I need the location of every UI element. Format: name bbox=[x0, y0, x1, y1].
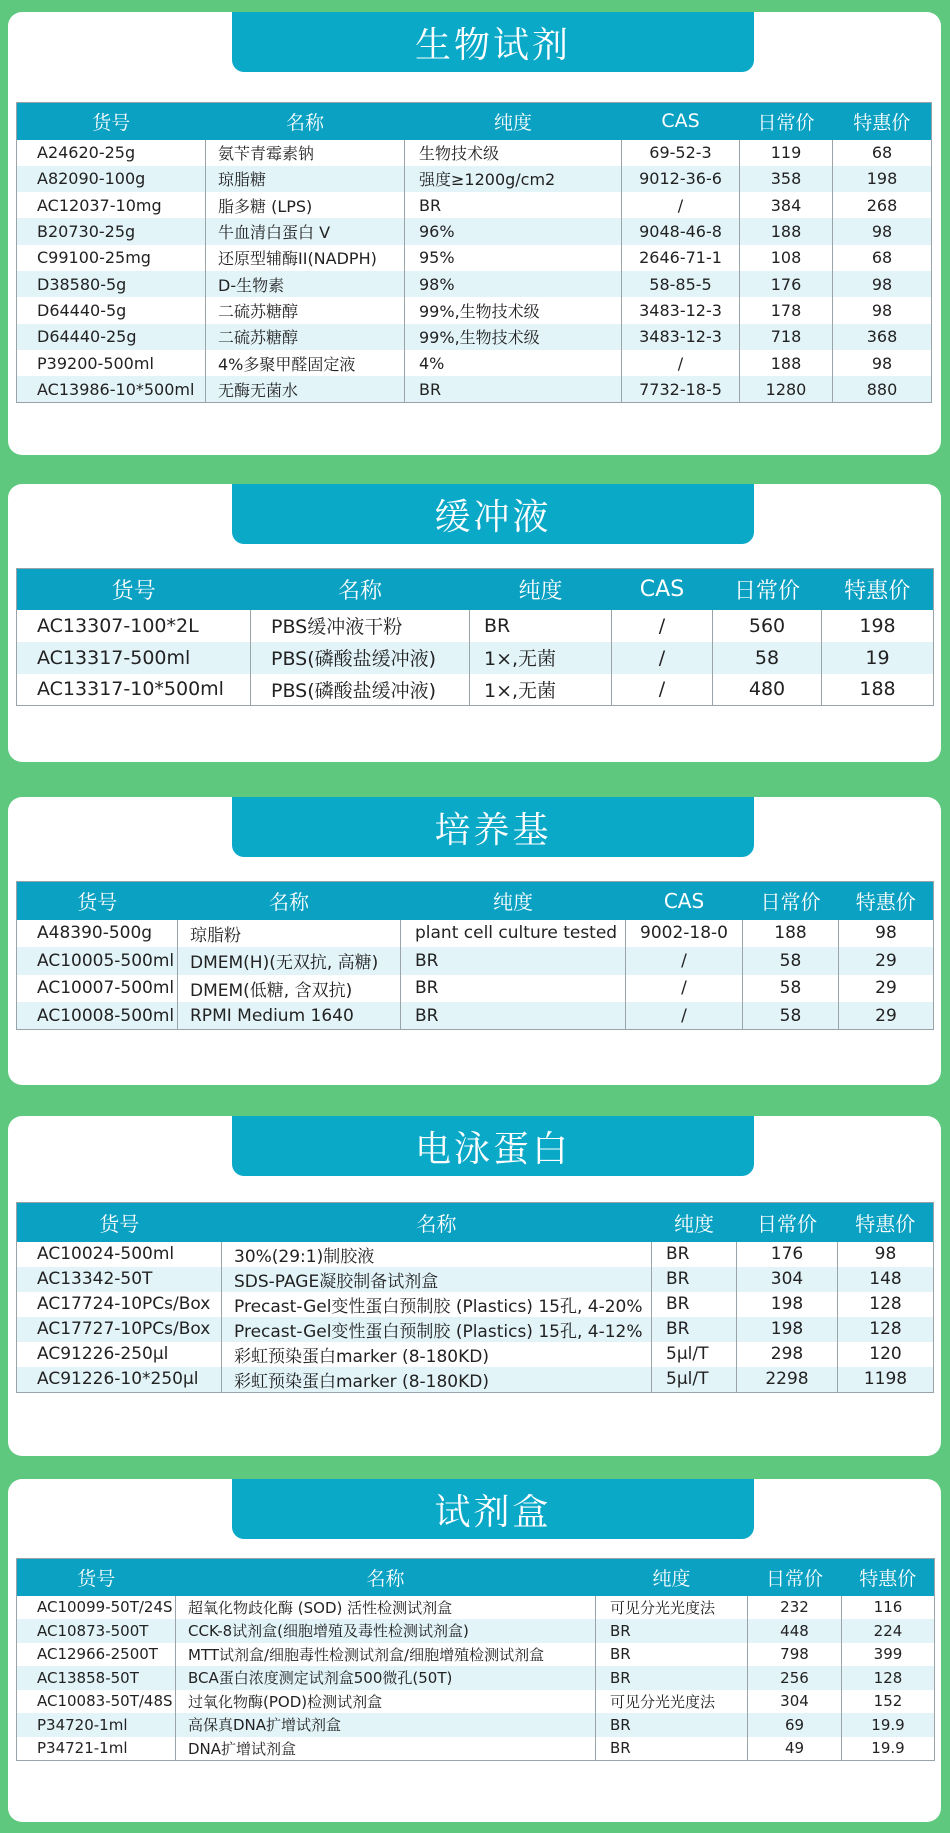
cell-sale-price: 198 bbox=[822, 610, 934, 642]
cell-cas: / bbox=[612, 610, 713, 642]
cell-regular-price: 232 bbox=[748, 1596, 842, 1620]
table-row bbox=[17, 1713, 935, 1737]
cell-product-name: Precast-Gel变性蛋白预制胶 (Plastics) 15孔, 4-20% bbox=[222, 1292, 652, 1317]
section-bio-reagents bbox=[8, 12, 941, 455]
cell-purity: 1×,无菌 bbox=[470, 642, 612, 674]
cell-sku: AC10005-500ml bbox=[17, 947, 178, 975]
cell-sale-price: 1198 bbox=[838, 1367, 934, 1393]
cell-sku: P39200-500ml bbox=[17, 350, 206, 376]
col-header-sku: 货号 bbox=[17, 1203, 222, 1242]
cell-product-name: 脂多糖 (LPS) bbox=[206, 192, 405, 218]
table-row bbox=[17, 1267, 934, 1292]
table-row bbox=[17, 324, 932, 350]
cell-purity: BR bbox=[405, 376, 622, 402]
cell-product-name: RPMI Medium 1640 bbox=[178, 1002, 401, 1030]
cell-purity: BR bbox=[652, 1242, 737, 1267]
cell-sale-price: 399 bbox=[842, 1643, 935, 1667]
section-title: 培养基 bbox=[232, 797, 754, 857]
cell-sku: AC17724-10PCs/Box bbox=[17, 1292, 222, 1317]
col-header-name: 名称 bbox=[251, 569, 470, 610]
table-row bbox=[17, 140, 932, 166]
cell-purity: 5μl/T bbox=[652, 1342, 737, 1367]
cell-sale-price: 224 bbox=[842, 1619, 935, 1643]
cell-sku: AC12966-2500T bbox=[17, 1643, 176, 1667]
col-header-regular-price: 日常价 bbox=[743, 882, 839, 920]
cell-regular-price: 58 bbox=[743, 1002, 839, 1030]
table-row bbox=[17, 271, 932, 297]
cell-cas: / bbox=[622, 192, 740, 218]
cell-regular-price: 718 bbox=[740, 324, 833, 350]
cell-product-name: 超氧化物歧化酶 (SOD) 活性检测试剂盒 bbox=[176, 1596, 596, 1620]
col-header-purity: 纯度 bbox=[405, 103, 622, 140]
cell-product-name: 高保真DNA扩增试剂盒 bbox=[176, 1713, 596, 1737]
col-header-name: 名称 bbox=[176, 1559, 596, 1596]
cell-cas: 3483-12-3 bbox=[622, 324, 740, 350]
cell-product-name: 无酶无菌水 bbox=[206, 376, 405, 402]
cell-regular-price: 178 bbox=[740, 297, 833, 323]
table-row bbox=[17, 297, 932, 323]
table-row bbox=[17, 1737, 935, 1761]
cell-cas: 3483-12-3 bbox=[622, 297, 740, 323]
section-electrophoresis-protein bbox=[8, 1116, 941, 1456]
cell-sku: AC10007-500ml bbox=[17, 975, 178, 1003]
section-title: 缓冲液 bbox=[232, 484, 754, 544]
cell-regular-price: 176 bbox=[737, 1242, 838, 1267]
cell-regular-price: 188 bbox=[740, 350, 833, 376]
cell-regular-price: 448 bbox=[748, 1619, 842, 1643]
cell-purity: plant cell culture tested bbox=[401, 920, 626, 948]
col-header-cas: CAS bbox=[612, 569, 713, 610]
cell-sale-price: 128 bbox=[838, 1317, 934, 1342]
cell-sale-price: 29 bbox=[839, 1002, 934, 1030]
cell-sku: A24620-25g bbox=[17, 140, 206, 166]
cell-sku: AC13858-50T bbox=[17, 1666, 176, 1690]
cell-regular-price: 798 bbox=[748, 1643, 842, 1667]
section-title: 生物试剂 bbox=[232, 12, 754, 72]
cell-purity: BR bbox=[652, 1317, 737, 1342]
section-assay-kits bbox=[8, 1479, 941, 1822]
cell-product-name: 琼脂粉 bbox=[178, 920, 401, 948]
cell-regular-price: 49 bbox=[748, 1737, 842, 1761]
cell-product-name: 二硫苏糖醇 bbox=[206, 297, 405, 323]
table-row bbox=[17, 947, 934, 975]
cell-product-name: MTT试剂盒/细胞毒性检测试剂盒/细胞增殖检测试剂盒 bbox=[176, 1643, 596, 1667]
cell-purity: BR bbox=[596, 1666, 748, 1690]
table-row bbox=[17, 642, 934, 674]
cell-purity: BR bbox=[596, 1737, 748, 1761]
cell-purity: 可见分光光度法 bbox=[596, 1596, 748, 1620]
table-header-row bbox=[17, 569, 934, 610]
cell-sale-price: 98 bbox=[833, 350, 932, 376]
cell-product-name: 琼脂糖 bbox=[206, 166, 405, 192]
cell-sale-price: 29 bbox=[839, 975, 934, 1003]
cell-sale-price: 188 bbox=[822, 674, 934, 706]
cell-sku: A82090-100g bbox=[17, 166, 206, 192]
cell-purity: BR bbox=[596, 1713, 748, 1737]
table-row bbox=[17, 610, 934, 642]
product-table bbox=[16, 1558, 935, 1761]
col-header-name: 名称 bbox=[222, 1203, 652, 1242]
cell-sku: C99100-25mg bbox=[17, 245, 206, 271]
table-header-row bbox=[17, 103, 932, 140]
cell-product-name: CCK-8试剂盒(细胞增殖及毒性检测试剂盒) bbox=[176, 1619, 596, 1643]
cell-sale-price: 880 bbox=[833, 376, 932, 402]
cell-regular-price: 198 bbox=[737, 1317, 838, 1342]
col-header-sku: 货号 bbox=[17, 569, 251, 610]
cell-sku: AC12037-10mg bbox=[17, 192, 206, 218]
cell-product-name: 二硫苏糖醇 bbox=[206, 324, 405, 350]
cell-sale-price: 148 bbox=[838, 1267, 934, 1292]
table-row bbox=[17, 674, 934, 706]
cell-purity: BR bbox=[596, 1619, 748, 1643]
cell-purity: 95% bbox=[405, 245, 622, 271]
cell-cas: 9002-18-0 bbox=[626, 920, 743, 948]
cell-purity: 1×,无菌 bbox=[470, 674, 612, 706]
section-title: 电泳蛋白 bbox=[232, 1116, 754, 1176]
cell-sku: AC91226-250μl bbox=[17, 1342, 222, 1367]
cell-sku: AC13317-10*500ml bbox=[17, 674, 251, 706]
cell-cas: / bbox=[626, 1002, 743, 1030]
col-header-sku: 货号 bbox=[17, 103, 206, 140]
cell-purity: BR bbox=[401, 975, 626, 1003]
cell-product-name: 30%(29:1)制胶液 bbox=[222, 1242, 652, 1267]
cell-sku: AC17727-10PCs/Box bbox=[17, 1317, 222, 1342]
cell-cas: 58-85-5 bbox=[622, 271, 740, 297]
cell-cas: / bbox=[626, 975, 743, 1003]
cell-regular-price: 256 bbox=[748, 1666, 842, 1690]
product-table bbox=[16, 568, 934, 706]
table-row bbox=[17, 1242, 934, 1267]
cell-product-name: 还原型辅酶II(NADPH) bbox=[206, 245, 405, 271]
table-row bbox=[17, 1367, 934, 1393]
cell-regular-price: 358 bbox=[740, 166, 833, 192]
cell-sku: AC10008-500ml bbox=[17, 1002, 178, 1030]
cell-regular-price: 188 bbox=[743, 920, 839, 948]
cell-cas: / bbox=[622, 350, 740, 376]
table-row bbox=[17, 1666, 935, 1690]
section-buffers bbox=[8, 484, 941, 762]
table-row bbox=[17, 376, 932, 402]
cell-sale-price: 68 bbox=[833, 140, 932, 166]
cell-purity: BR bbox=[652, 1292, 737, 1317]
cell-sale-price: 120 bbox=[838, 1342, 934, 1367]
table-row bbox=[17, 1292, 934, 1317]
product-table bbox=[16, 102, 932, 403]
cell-product-name: 彩虹预染蛋白marker (8-180KD) bbox=[222, 1342, 652, 1367]
cell-regular-price: 188 bbox=[740, 218, 833, 244]
col-header-sale-price: 特惠价 bbox=[833, 103, 932, 140]
col-header-cas: CAS bbox=[626, 882, 743, 920]
col-header-name: 名称 bbox=[178, 882, 401, 920]
col-header-regular-price: 日常价 bbox=[740, 103, 833, 140]
cell-regular-price: 1280 bbox=[740, 376, 833, 402]
cell-sku: AC10083-50T/48S bbox=[17, 1690, 176, 1714]
cell-product-name: PBS(磷酸盐缓冲液) bbox=[251, 642, 470, 674]
table-row bbox=[17, 1342, 934, 1367]
cell-regular-price: 480 bbox=[713, 674, 822, 706]
cell-cas: 7732-18-5 bbox=[622, 376, 740, 402]
table-header-row bbox=[17, 1203, 934, 1242]
cell-product-name: 牛血清白蛋白 V bbox=[206, 218, 405, 244]
cell-purity: 强度≥1200g/cm2 bbox=[405, 166, 622, 192]
col-header-name: 名称 bbox=[206, 103, 405, 140]
table-row bbox=[17, 1317, 934, 1342]
cell-sale-price: 98 bbox=[838, 1242, 934, 1267]
cell-product-name: Precast-Gel变性蛋白预制胶 (Plastics) 15孔, 4-12% bbox=[222, 1317, 652, 1342]
cell-sale-price: 19.9 bbox=[842, 1737, 935, 1761]
cell-product-name: DMEM(H)(无双抗, 高糖) bbox=[178, 947, 401, 975]
cell-regular-price: 198 bbox=[737, 1292, 838, 1317]
cell-purity: BR bbox=[470, 610, 612, 642]
table-row bbox=[17, 1596, 935, 1620]
cell-sku: B20730-25g bbox=[17, 218, 206, 244]
section-title: 试剂盒 bbox=[232, 1479, 754, 1539]
col-header-purity: 纯度 bbox=[470, 569, 612, 610]
col-header-sale-price: 特惠价 bbox=[822, 569, 934, 610]
cell-sku: D64440-25g bbox=[17, 324, 206, 350]
table-row bbox=[17, 245, 932, 271]
cell-sku: P34721-1ml bbox=[17, 1737, 176, 1761]
cell-purity: 5μl/T bbox=[652, 1367, 737, 1393]
cell-purity: 99%,生物技术级 bbox=[405, 324, 622, 350]
cell-purity: BR bbox=[401, 1002, 626, 1030]
cell-sale-price: 68 bbox=[833, 245, 932, 271]
cell-sale-price: 98 bbox=[839, 920, 934, 948]
cell-cas: / bbox=[612, 642, 713, 674]
cell-sku: AC91226-10*250μl bbox=[17, 1367, 222, 1393]
table-header-row bbox=[17, 1559, 935, 1596]
col-header-sale-price: 特惠价 bbox=[839, 882, 934, 920]
cell-product-name: 过氧化物酶(POD)检测试剂盒 bbox=[176, 1690, 596, 1714]
cell-sale-price: 128 bbox=[842, 1666, 935, 1690]
cell-cas: 69-52-3 bbox=[622, 140, 740, 166]
cell-product-name: DMEM(低糖, 含双抗) bbox=[178, 975, 401, 1003]
cell-sale-price: 128 bbox=[838, 1292, 934, 1317]
cell-product-name: SDS-PAGE凝胶制备试剂盒 bbox=[222, 1267, 652, 1292]
cell-sale-price: 116 bbox=[842, 1596, 935, 1620]
cell-sale-price: 98 bbox=[833, 218, 932, 244]
col-header-regular-price: 日常价 bbox=[737, 1203, 838, 1242]
cell-regular-price: 108 bbox=[740, 245, 833, 271]
cell-purity: 生物技术级 bbox=[405, 140, 622, 166]
col-header-sale-price: 特惠价 bbox=[838, 1203, 934, 1242]
cell-product-name: 4%多聚甲醛固定液 bbox=[206, 350, 405, 376]
cell-purity: BR bbox=[405, 192, 622, 218]
cell-regular-price: 384 bbox=[740, 192, 833, 218]
table-row bbox=[17, 975, 934, 1003]
cell-regular-price: 304 bbox=[748, 1690, 842, 1714]
cell-regular-price: 58 bbox=[743, 947, 839, 975]
cell-sale-price: 98 bbox=[833, 271, 932, 297]
cell-regular-price: 119 bbox=[740, 140, 833, 166]
cell-sale-price: 152 bbox=[842, 1690, 935, 1714]
col-header-regular-price: 日常价 bbox=[748, 1559, 842, 1596]
cell-sku: P34720-1ml bbox=[17, 1713, 176, 1737]
cell-product-name: DNA扩增试剂盒 bbox=[176, 1737, 596, 1761]
cell-sale-price: 29 bbox=[839, 947, 934, 975]
table-row bbox=[17, 192, 932, 218]
cell-purity: 可见分光光度法 bbox=[596, 1690, 748, 1714]
cell-purity: BR bbox=[652, 1267, 737, 1292]
table-row bbox=[17, 166, 932, 192]
table-row bbox=[17, 1643, 935, 1667]
product-table bbox=[16, 881, 934, 1030]
cell-product-name: PBS缓冲液干粉 bbox=[251, 610, 470, 642]
table-row bbox=[17, 1002, 934, 1030]
cell-product-name: D-生物素 bbox=[206, 271, 405, 297]
cell-sku: AC10024-500ml bbox=[17, 1242, 222, 1267]
cell-cas: 9012-36-6 bbox=[622, 166, 740, 192]
cell-sku: AC13342-50T bbox=[17, 1267, 222, 1292]
cell-sale-price: 19 bbox=[822, 642, 934, 674]
table-row bbox=[17, 920, 934, 948]
cell-purity: BR bbox=[596, 1643, 748, 1667]
col-header-sale-price: 特惠价 bbox=[842, 1559, 935, 1596]
cell-product-name: 氨苄青霉素钠 bbox=[206, 140, 405, 166]
cell-sku: AC13317-500ml bbox=[17, 642, 251, 674]
cell-sale-price: 368 bbox=[833, 324, 932, 350]
cell-regular-price: 58 bbox=[743, 975, 839, 1003]
cell-sku: AC13986-10*500ml bbox=[17, 376, 206, 402]
col-header-regular-price: 日常价 bbox=[713, 569, 822, 610]
cell-regular-price: 58 bbox=[713, 642, 822, 674]
cell-sku: AC10099-50T/24S bbox=[17, 1596, 176, 1620]
cell-regular-price: 176 bbox=[740, 271, 833, 297]
cell-purity: 4% bbox=[405, 350, 622, 376]
cell-purity: 98% bbox=[405, 271, 622, 297]
table-row bbox=[17, 218, 932, 244]
cell-regular-price: 69 bbox=[748, 1713, 842, 1737]
cell-sale-price: 198 bbox=[833, 166, 932, 192]
cell-product-name: 彩虹预染蛋白marker (8-180KD) bbox=[222, 1367, 652, 1393]
cell-sku: D64440-5g bbox=[17, 297, 206, 323]
product-table bbox=[16, 1202, 934, 1393]
section-culture-media bbox=[8, 797, 941, 1085]
col-header-purity: 纯度 bbox=[652, 1203, 737, 1242]
cell-sale-price: 19.9 bbox=[842, 1713, 935, 1737]
table-row bbox=[17, 350, 932, 376]
cell-product-name: BCA蛋白浓度测定试剂盒500微孔(50T) bbox=[176, 1666, 596, 1690]
cell-sale-price: 98 bbox=[833, 297, 932, 323]
cell-cas: / bbox=[612, 674, 713, 706]
col-header-purity: 纯度 bbox=[596, 1559, 748, 1596]
col-header-sku: 货号 bbox=[17, 882, 178, 920]
cell-purity: BR bbox=[401, 947, 626, 975]
col-header-purity: 纯度 bbox=[401, 882, 626, 920]
cell-regular-price: 298 bbox=[737, 1342, 838, 1367]
cell-cas: / bbox=[626, 947, 743, 975]
cell-cas: 2646-71-1 bbox=[622, 245, 740, 271]
table-row bbox=[17, 1690, 935, 1714]
cell-regular-price: 304 bbox=[737, 1267, 838, 1292]
col-header-cas: CAS bbox=[622, 103, 740, 140]
cell-regular-price: 2298 bbox=[737, 1367, 838, 1393]
cell-purity: 99%,生物技术级 bbox=[405, 297, 622, 323]
col-header-sku: 货号 bbox=[17, 1559, 176, 1596]
cell-sale-price: 268 bbox=[833, 192, 932, 218]
cell-product-name: PBS(磷酸盐缓冲液) bbox=[251, 674, 470, 706]
cell-regular-price: 560 bbox=[713, 610, 822, 642]
table-row bbox=[17, 1619, 935, 1643]
cell-sku: A48390-500g bbox=[17, 920, 178, 948]
cell-cas: 9048-46-8 bbox=[622, 218, 740, 244]
cell-sku: AC13307-100*2L bbox=[17, 610, 251, 642]
cell-sku: AC10873-500T bbox=[17, 1619, 176, 1643]
cell-purity: 96% bbox=[405, 218, 622, 244]
table-header-row bbox=[17, 882, 934, 920]
cell-sku: D38580-5g bbox=[17, 271, 206, 297]
